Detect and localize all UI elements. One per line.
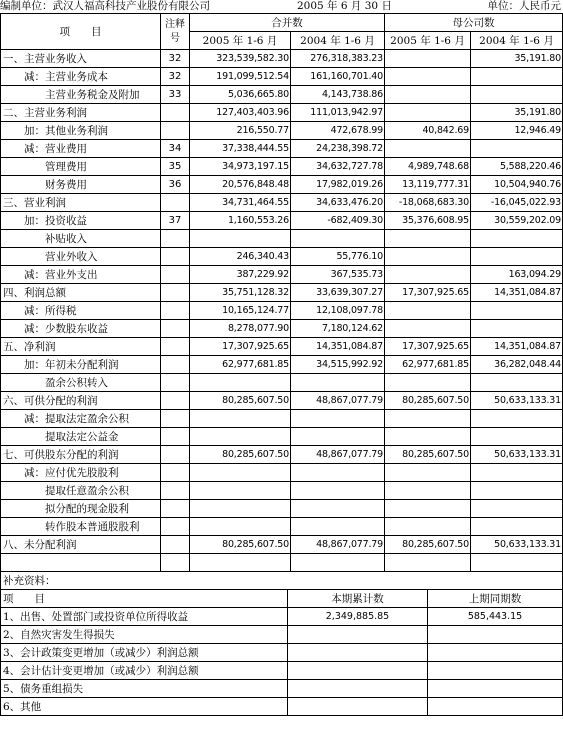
supplement-label: 3、会计政策变更增加（或减少）利润总额 bbox=[1, 644, 288, 662]
row-label: 提取任意盈余公积 bbox=[1, 482, 161, 500]
row-note bbox=[161, 464, 190, 482]
consolidated-2005-value: 34,973,197.15 bbox=[190, 158, 291, 176]
consolidated-2004-value: 472,678.99 bbox=[291, 122, 385, 140]
parent-2005-value bbox=[385, 500, 471, 518]
consolidated-2004-value: 4,143,738.86 bbox=[291, 86, 385, 104]
table-row bbox=[1, 338, 563, 356]
parent-2004-value: -16,045,022.93 bbox=[471, 194, 563, 212]
table-row bbox=[1, 356, 563, 374]
table-row bbox=[1, 302, 563, 320]
row-label: 减：少数股东收益 bbox=[1, 320, 161, 338]
table-row bbox=[1, 140, 563, 158]
consolidated-2005-value bbox=[190, 482, 291, 500]
parent-2004-value bbox=[471, 554, 563, 572]
consolidated-2005-value bbox=[190, 500, 291, 518]
parent-2004-value: 50,633,133.31 bbox=[471, 446, 563, 464]
row-note bbox=[161, 122, 190, 140]
row-note: 36 bbox=[161, 176, 190, 194]
consolidated-2005-value: 387,229.92 bbox=[190, 266, 291, 284]
col-item-header: 项 目 bbox=[1, 14, 161, 50]
consolidated-2005-value bbox=[190, 518, 291, 536]
table-row bbox=[1, 410, 563, 428]
parent-2005-value: 17,307,925.65 bbox=[385, 284, 471, 302]
parent-2005-value: 80,285,607.50 bbox=[385, 392, 471, 410]
company-name: 编制单位：武汉人福高科技产业股份有限公司 bbox=[0, 0, 210, 12]
parent-2005-value bbox=[385, 266, 471, 284]
row-label: 加：投资收益 bbox=[1, 212, 161, 230]
supplement-label: 6、其他 bbox=[1, 698, 288, 716]
parent-2004-value bbox=[471, 68, 563, 86]
parent-2004-value: 163,094.29 bbox=[471, 266, 563, 284]
report-date: 2005 年 6 月 30 日 bbox=[297, 0, 392, 12]
table-row bbox=[1, 374, 563, 392]
supplement-body bbox=[1, 572, 563, 716]
row-label: 六、可供分配的利润 bbox=[1, 392, 161, 410]
table-row bbox=[1, 554, 563, 572]
parent-2005-value: 13,119,777.31 bbox=[385, 176, 471, 194]
row-note bbox=[161, 338, 190, 356]
row-label: 二、主营业务利润 bbox=[1, 104, 161, 122]
consolidated-2004-value bbox=[291, 500, 385, 518]
consolidated-2004-value: 48,867,077.79 bbox=[291, 392, 385, 410]
consolidated-2004-value: 161,160,701.40 bbox=[291, 68, 385, 86]
parent-2004-value: 5,588,220.46 bbox=[471, 158, 563, 176]
table-row bbox=[1, 446, 563, 464]
row-label: 减：营业外支出 bbox=[1, 266, 161, 284]
row-note bbox=[161, 374, 190, 392]
parent-2005-value bbox=[385, 482, 471, 500]
consolidated-2004-value: 48,867,077.79 bbox=[291, 536, 385, 554]
parent-2004-value bbox=[471, 518, 563, 536]
consolidated-2004-value: 48,867,077.79 bbox=[291, 446, 385, 464]
row-note: 33 bbox=[161, 86, 190, 104]
consolidated-2004-value bbox=[291, 482, 385, 500]
consolidated-2005-value: 5,036,665.80 bbox=[190, 86, 291, 104]
col-parent-header: 母公司数 bbox=[385, 14, 563, 32]
row-note bbox=[161, 482, 190, 500]
row-note: 37 bbox=[161, 212, 190, 230]
parent-2005-value bbox=[385, 68, 471, 86]
parent-2004-value bbox=[471, 302, 563, 320]
supplement-prior bbox=[428, 680, 563, 698]
consolidated-2004-value: 111,013,942.97 bbox=[291, 104, 385, 122]
row-label: 七、可供股东分配的利润 bbox=[1, 446, 161, 464]
parent-2005-value bbox=[385, 410, 471, 428]
consolidated-2005-value: 80,285,607.50 bbox=[190, 446, 291, 464]
row-note bbox=[161, 104, 190, 122]
report-header bbox=[0, 0, 563, 13]
table-row bbox=[1, 122, 563, 140]
row-label: 财务费用 bbox=[1, 176, 161, 194]
parent-2005-value: 17,307,925.65 bbox=[385, 338, 471, 356]
col-parent-2004: 2004 年 1-6 月 bbox=[471, 32, 563, 50]
consolidated-2004-value: 34,515,992.92 bbox=[291, 356, 385, 374]
row-label: 一、主营业务收入 bbox=[1, 50, 161, 68]
supplement-current: 2,349,885.85 bbox=[288, 608, 428, 626]
row-note bbox=[161, 518, 190, 536]
row-note bbox=[161, 302, 190, 320]
parent-2005-value: 80,285,607.50 bbox=[385, 536, 471, 554]
row-label: 减：营业费用 bbox=[1, 140, 161, 158]
header-row-1 bbox=[1, 14, 563, 32]
row-label: 营业外收入 bbox=[1, 248, 161, 266]
consolidated-2004-value bbox=[291, 410, 385, 428]
row-note bbox=[161, 536, 190, 554]
supplement-current bbox=[288, 662, 428, 680]
consolidated-2005-value: 80,285,607.50 bbox=[190, 536, 291, 554]
parent-2005-value bbox=[385, 230, 471, 248]
parent-2004-value: 50,633,133.31 bbox=[471, 536, 563, 554]
parent-2004-value bbox=[471, 464, 563, 482]
supplement-table bbox=[0, 571, 563, 716]
parent-2004-value bbox=[471, 140, 563, 158]
parent-2005-value: 62,977,681.85 bbox=[385, 356, 471, 374]
parent-2004-value bbox=[471, 320, 563, 338]
parent-2005-value: 35,376,608.95 bbox=[385, 212, 471, 230]
col-consolidated-header: 合并数 bbox=[190, 14, 385, 32]
parent-2005-value bbox=[385, 518, 471, 536]
parent-2005-value: 4,989,748.68 bbox=[385, 158, 471, 176]
parent-2004-value: 50,633,133.31 bbox=[471, 392, 563, 410]
row-label: 加：其他业务利润 bbox=[1, 122, 161, 140]
parent-2004-value bbox=[471, 500, 563, 518]
row-label: 主营业务税金及附加 bbox=[1, 86, 161, 104]
table-row bbox=[1, 68, 563, 86]
row-note bbox=[161, 554, 190, 572]
table-row bbox=[1, 464, 563, 482]
consolidated-2004-value: 7,180,124.62 bbox=[291, 320, 385, 338]
parent-2004-value: 36,282,048.44 bbox=[471, 356, 563, 374]
consolidated-2005-value bbox=[190, 410, 291, 428]
row-note bbox=[161, 320, 190, 338]
table-row bbox=[1, 104, 563, 122]
table-row bbox=[1, 482, 563, 500]
consolidated-2005-value: 80,285,607.50 bbox=[190, 392, 291, 410]
supplement-row bbox=[1, 644, 563, 662]
consolidated-2005-value: 216,550.77 bbox=[190, 122, 291, 140]
supplement-current bbox=[288, 698, 428, 716]
parent-2005-value: -18,068,683.30 bbox=[385, 194, 471, 212]
row-note bbox=[161, 230, 190, 248]
consolidated-2004-value bbox=[291, 230, 385, 248]
consolidated-2004-value bbox=[291, 374, 385, 392]
table-row bbox=[1, 86, 563, 104]
supplement-prior bbox=[428, 626, 563, 644]
consolidated-2004-value: 14,351,084.87 bbox=[291, 338, 385, 356]
table-row bbox=[1, 536, 563, 554]
consolidated-2004-value bbox=[291, 464, 385, 482]
col-consolidated-2005: 2005 年 1-6 月 bbox=[190, 32, 291, 50]
row-label: 管理费用 bbox=[1, 158, 161, 176]
parent-2004-value: 14,351,084.87 bbox=[471, 284, 563, 302]
supplement-current bbox=[288, 626, 428, 644]
consolidated-2004-value: 12,108,097.78 bbox=[291, 302, 385, 320]
col-note-header: 注释号 bbox=[161, 14, 190, 50]
row-label: 减：所得税 bbox=[1, 302, 161, 320]
parent-2005-value bbox=[385, 302, 471, 320]
income-statement-body bbox=[1, 50, 563, 572]
parent-2005-value bbox=[385, 140, 471, 158]
table-row bbox=[1, 392, 563, 410]
row-label: 转作股本普通股股利 bbox=[1, 518, 161, 536]
consolidated-2004-value: 55,776.10 bbox=[291, 248, 385, 266]
row-label bbox=[1, 554, 161, 572]
row-label: 提取法定公益金 bbox=[1, 428, 161, 446]
row-label: 拟分配的现金股利 bbox=[1, 500, 161, 518]
row-label: 三、营业利润 bbox=[1, 194, 161, 212]
row-label: 减：应付优先股股利 bbox=[1, 464, 161, 482]
supplement-col-item: 项 目 bbox=[1, 590, 288, 608]
parent-2004-value: 14,351,084.87 bbox=[471, 338, 563, 356]
consolidated-2004-value: 33,639,307.27 bbox=[291, 284, 385, 302]
consolidated-2005-value: 10,165,124.77 bbox=[190, 302, 291, 320]
row-label: 四、利润总额 bbox=[1, 284, 161, 302]
parent-2005-value bbox=[385, 374, 471, 392]
supplement-prior bbox=[428, 644, 563, 662]
row-note bbox=[161, 428, 190, 446]
row-note bbox=[161, 410, 190, 428]
row-note bbox=[161, 248, 190, 266]
consolidated-2004-value: 34,633,476.20 bbox=[291, 194, 385, 212]
table-row bbox=[1, 320, 563, 338]
row-note: 32 bbox=[161, 68, 190, 86]
consolidated-2005-value: 62,977,681.85 bbox=[190, 356, 291, 374]
parent-2004-value: 35,191.80 bbox=[471, 50, 563, 68]
parent-2004-value bbox=[471, 248, 563, 266]
parent-2004-value: 35,191.80 bbox=[471, 104, 563, 122]
consolidated-2005-value: 323,539,582.30 bbox=[190, 50, 291, 68]
parent-2005-value: 80,285,607.50 bbox=[385, 446, 471, 464]
supplement-title: 补充资料： bbox=[1, 572, 563, 590]
row-label: 加：年初未分配利润 bbox=[1, 356, 161, 374]
consolidated-2004-value bbox=[291, 554, 385, 572]
parent-2004-value bbox=[471, 482, 563, 500]
supplement-label: 5、债务重组损失 bbox=[1, 680, 288, 698]
row-note bbox=[161, 356, 190, 374]
row-note bbox=[161, 284, 190, 302]
consolidated-2005-value: 20,576,848.48 bbox=[190, 176, 291, 194]
supplement-prior bbox=[428, 698, 563, 716]
row-label: 补贴收入 bbox=[1, 230, 161, 248]
supplement-row bbox=[1, 626, 563, 644]
parent-2004-value: 30,559,202.09 bbox=[471, 212, 563, 230]
consolidated-2005-value: 127,403,403.96 bbox=[190, 104, 291, 122]
supplement-title-row bbox=[1, 572, 563, 590]
consolidated-2005-value: 37,338,444.55 bbox=[190, 140, 291, 158]
table-row bbox=[1, 266, 563, 284]
consolidated-2004-value: 367,535.73 bbox=[291, 266, 385, 284]
consolidated-2004-value: 34,632,727.78 bbox=[291, 158, 385, 176]
table-row bbox=[1, 158, 563, 176]
table-row bbox=[1, 50, 563, 68]
table-row bbox=[1, 284, 563, 302]
row-note bbox=[161, 446, 190, 464]
consolidated-2004-value bbox=[291, 428, 385, 446]
consolidated-2005-value bbox=[190, 374, 291, 392]
supplement-row bbox=[1, 662, 563, 680]
supplement-prior bbox=[428, 662, 563, 680]
col-parent-2005: 2005 年 1-6 月 bbox=[385, 32, 471, 50]
row-note: 34 bbox=[161, 140, 190, 158]
row-note: 35 bbox=[161, 158, 190, 176]
parent-2005-value bbox=[385, 554, 471, 572]
row-label: 盈余公积转入 bbox=[1, 374, 161, 392]
table-row bbox=[1, 248, 563, 266]
row-note: 32 bbox=[161, 50, 190, 68]
consolidated-2005-value bbox=[190, 428, 291, 446]
supplement-current bbox=[288, 644, 428, 662]
consolidated-2005-value bbox=[190, 464, 291, 482]
row-label: 八、未分配利润 bbox=[1, 536, 161, 554]
supplement-current bbox=[288, 680, 428, 698]
consolidated-2004-value: 24,238,398.72 bbox=[291, 140, 385, 158]
table-row bbox=[1, 518, 563, 536]
supplement-label: 2、自然灾害发生得损失 bbox=[1, 626, 288, 644]
consolidated-2004-value: 17,982,019.26 bbox=[291, 176, 385, 194]
supplement-col-prior: 上期同期数 bbox=[428, 590, 563, 608]
consolidated-2005-value bbox=[190, 554, 291, 572]
table-row bbox=[1, 230, 563, 248]
table-row bbox=[1, 176, 563, 194]
table-row bbox=[1, 500, 563, 518]
table-row bbox=[1, 428, 563, 446]
col-consolidated-2004: 2004 年 1-6 月 bbox=[291, 32, 385, 50]
row-note bbox=[161, 392, 190, 410]
row-label: 减：主营业务成本 bbox=[1, 68, 161, 86]
parent-2004-value: 10,504,940.76 bbox=[471, 176, 563, 194]
parent-2004-value bbox=[471, 230, 563, 248]
parent-2004-value bbox=[471, 410, 563, 428]
parent-2005-value: 40,842.69 bbox=[385, 122, 471, 140]
consolidated-2005-value: 8,278,077.90 bbox=[190, 320, 291, 338]
row-note bbox=[161, 500, 190, 518]
parent-2004-value: 12,946.49 bbox=[471, 122, 563, 140]
income-statement-table bbox=[0, 13, 563, 572]
supplement-prior: 585,443.15 bbox=[428, 608, 563, 626]
consolidated-2004-value: 276,318,383.23 bbox=[291, 50, 385, 68]
consolidated-2005-value: 34,731,464.55 bbox=[190, 194, 291, 212]
parent-2004-value bbox=[471, 86, 563, 104]
parent-2004-value bbox=[471, 374, 563, 392]
parent-2004-value bbox=[471, 428, 563, 446]
table-row bbox=[1, 212, 563, 230]
parent-2005-value bbox=[385, 320, 471, 338]
parent-2005-value bbox=[385, 50, 471, 68]
consolidated-2004-value bbox=[291, 518, 385, 536]
row-label: 五、净利润 bbox=[1, 338, 161, 356]
consolidated-2005-value: 191,099,512.54 bbox=[190, 68, 291, 86]
consolidated-2005-value: 1,160,553.26 bbox=[190, 212, 291, 230]
consolidated-2005-value: 17,307,925.65 bbox=[190, 338, 291, 356]
parent-2005-value bbox=[385, 104, 471, 122]
supplement-label: 1、出售、处置部门或投资单位所得收益 bbox=[1, 608, 288, 626]
consolidated-2005-value: 246,340.43 bbox=[190, 248, 291, 266]
consolidated-2005-value: 35,751,128.32 bbox=[190, 284, 291, 302]
row-note bbox=[161, 266, 190, 284]
row-note bbox=[161, 194, 190, 212]
supplement-col-current: 本期累计数 bbox=[288, 590, 428, 608]
consolidated-2005-value bbox=[190, 230, 291, 248]
supplement-row bbox=[1, 608, 563, 626]
supplement-row bbox=[1, 680, 563, 698]
row-label: 减：提取法定盈余公积 bbox=[1, 410, 161, 428]
table-row bbox=[1, 194, 563, 212]
currency-unit: 单位：人民币元 bbox=[487, 0, 561, 12]
supplement-label: 4、会计估计变更增加（或减少）利润总额 bbox=[1, 662, 288, 680]
supplement-row bbox=[1, 698, 563, 716]
supplement-header-row bbox=[1, 590, 563, 608]
parent-2005-value bbox=[385, 428, 471, 446]
parent-2005-value bbox=[385, 464, 471, 482]
parent-2005-value bbox=[385, 248, 471, 266]
parent-2005-value bbox=[385, 86, 471, 104]
consolidated-2004-value: -682,409.30 bbox=[291, 212, 385, 230]
